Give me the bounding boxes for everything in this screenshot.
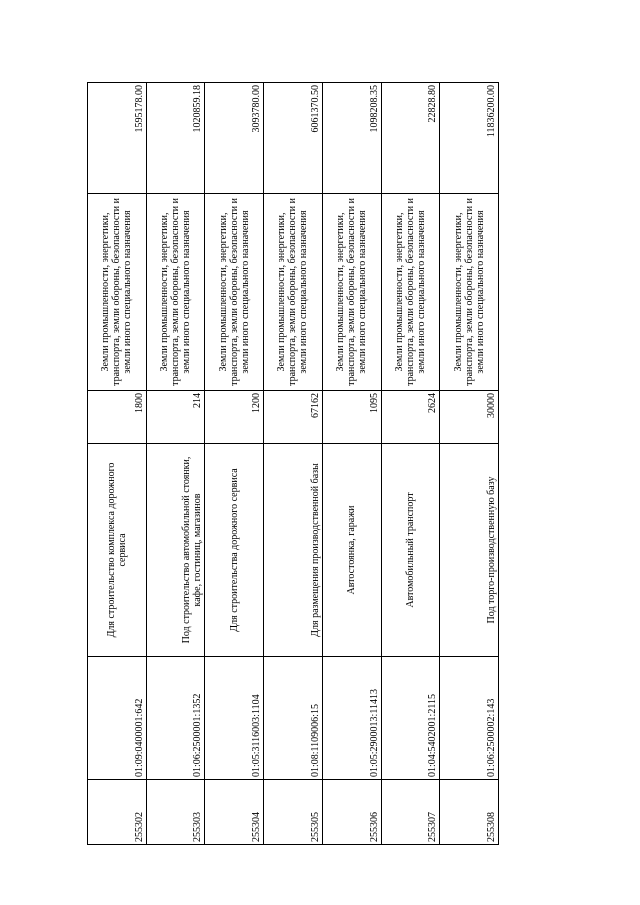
cadastral-number: 01:05:3116003:1104 (205, 657, 264, 780)
table-row (381, 83, 440, 845)
cadastral-value: 11836200.00 (440, 83, 499, 194)
land-category: Земли промышленности, энергетики, транспорта, земли обороны, безопасности и земли иного специального назначения (205, 194, 264, 391)
table-row (322, 83, 381, 845)
area: 1095 (322, 391, 381, 444)
table-row (205, 83, 264, 845)
cadastral-number: 01:05:2900013:11413 (322, 657, 381, 780)
cadastral-number: 01:08:1109006:15 (264, 657, 323, 780)
table-row (88, 83, 147, 845)
row-id: 255307 (381, 780, 440, 845)
cadastral-value: 6061370.50 (264, 83, 323, 194)
permitted-use: Для строительство комплекса дорожного сервиса (88, 444, 147, 657)
area: 214 (146, 391, 205, 444)
cadastral-number: 01:04:5402001:2115 (381, 657, 440, 780)
cadastral-number: 01:09:0400001:642 (88, 657, 147, 780)
land-plots-table-rotated (87, 85, 499, 845)
land-category: Земли промышленности, энергетики, транспорта, земли обороны, безопасности и земли иного специального назначения (322, 194, 381, 391)
table-row (146, 83, 205, 845)
cadastral-number: 01:06:2500001:1352 (146, 657, 205, 780)
row-id: 255308 (440, 780, 499, 845)
area: 67162 (264, 391, 323, 444)
row-id: 255306 (322, 780, 381, 845)
permitted-use: Автостоянка, гаражи (322, 444, 381, 657)
cadastral-value: 1595178.00 (88, 83, 147, 194)
permitted-use: Под строительство автомобильной стоянки, кафе, гостиниц, магазинов (146, 444, 205, 657)
land-category: Земли промышленности, энергетики, транспорта, земли обороны, безопасности и земли иного специального назначения (381, 194, 440, 391)
row-id: 255304 (205, 780, 264, 845)
row-id: 255302 (88, 780, 147, 845)
cadastral-value: 1020859.18 (146, 83, 205, 194)
land-category: Земли промышленности, энергетики, транспорта, земли обороны, безопасности и земли иного специального назначения (146, 194, 205, 391)
land-category: Земли промышленности, энергетики, транспорта, земли обороны, безопасности и земли иного специального назначения (440, 194, 499, 391)
cadastral-value: 3093780.00 (205, 83, 264, 194)
row-id: 255305 (264, 780, 323, 845)
land-plots-table (87, 82, 499, 845)
table-row (264, 83, 323, 845)
cadastral-number: 01:06:2500002:143 (440, 657, 499, 780)
land-category: Земли промышленности, энергетики, транспорта, земли обороны, безопасности и земли иного специального назначения (88, 194, 147, 391)
permitted-use: Автомобильный транспорт (381, 444, 440, 657)
cadastral-value: 22828.80 (381, 83, 440, 194)
area: 1800 (88, 391, 147, 444)
permitted-use: Для размещения производственной базы (264, 444, 323, 657)
area: 1200 (205, 391, 264, 444)
area: 30000 (440, 391, 499, 444)
area: 2624 (381, 391, 440, 444)
land-category: Земли промышленности, энергетики, транспорта, земли обороны, безопасности и земли иного специального назначения (264, 194, 323, 391)
cadastral-value: 1098208.35 (322, 83, 381, 194)
permitted-use: Для строительства дорожного сервиса (205, 444, 264, 657)
table-row (440, 83, 499, 845)
permitted-use: Под торго-производственную базу (440, 444, 499, 657)
row-id: 255303 (146, 780, 205, 845)
